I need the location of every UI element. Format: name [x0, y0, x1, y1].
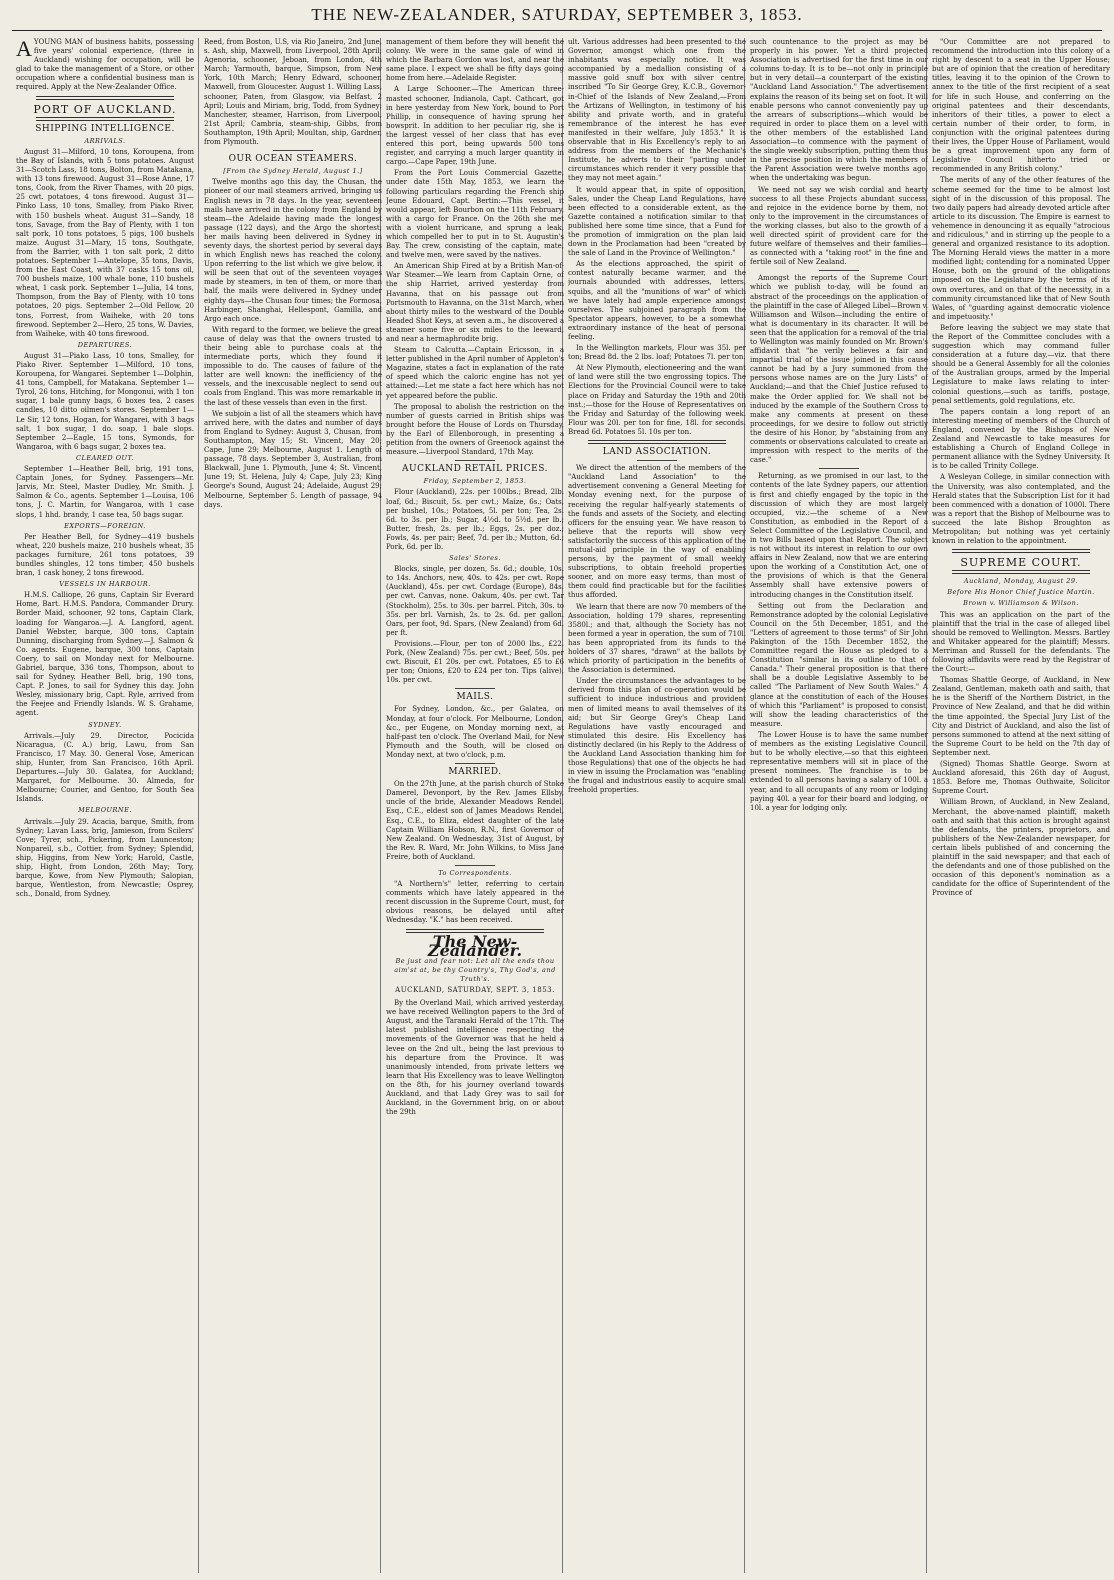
arrivals-heading: ARRIVALS. [84, 136, 126, 145]
prices-heading: AUCKLAND RETAIL PRICES. [402, 464, 548, 475]
news-item-1: management of them before they will benefit the colony. We were in the same gale of wind in which the Barbara Gordon was lost, and near the same place. I expect we shall be fifty days going home from here.—Adelaide Register. [386, 38, 564, 83]
editorial-declaration: Setting out from the Declaration and Remonstrance adopted by the colonial Legislative Council on the 5th December, 1851, and the "Letters of agreement to those terms" of Sir John Pakington of the 15th December 1852, the Committee regard the House as pledged to a Constitution "similar in its outline to that of Canada." Their general proposition is that there shall be a double Legislative Assembly to be called "The Parliament of New South Wales." A glance at the constitution of each of the Houses of which this "Parliament" is proposed to consist, will show the leading characteristics of the measure. [750, 601, 928, 728]
vessels-text: H.M.S. Calliope, 26 guns, Captain Sir Everard Home, Bart. H.M.S. Pandora, Commander Drury. Border Maid, schooner, 92 tons, Captain Clark, loading for Wangaroa.—J. A. Langford, agent. Daniel Webster, barque, 300 tons, Captain Dunning, discharging from Sydney.—J. Salmon & Co. agents. Eugene, barque, 300 tons, Captain Coery, to sail on Monday next for Melbourne. Gabriel, barque, 336 tons, Thompson, about to sail for Sydney. Heather Bell, brig, 190 tons, Capt. P. Jones, to sail for Sydney this day. John Wesley, missionary brig, Capt. Ryle, arrived from the Feejee and Friendly Islands. W. S. Grahame, agent. [16, 591, 194, 718]
correspondents-text: "A Northern's" letter, referring to certain comments which have lately appeared in the recent discussion in the Supreme Court, must, for obvious reasons, be delayed until after Wednesday. "K." has been received. [386, 880, 564, 925]
steamers-list: We subjoin a list of all the steamers which have arrived here, with the dates and number of days from England to Sydney: August 3, Chusan, from Southampton, May 15; St. Vincent, May 20; Cape, June 29; Melbourne, August 1. Length of passage, 78 days. September 3, Australian, from Blackwall, June 1. Plymouth, June 4; St. Vincent, June 19; St. Helena, July 4; Cape, July 23; King George's Sound, August 24; Adelaide, August 29; Melbourne, September 5. Length of passage, 94 days. [204, 409, 382, 509]
editorial-supreme-court: Amongst the reports of the Supreme Court which we publish to-day, will be found an abstract of the proceedings on the application of the plaintiff in the case of Alleged Libel—Brown v. Williamson and Wilson—including the entire of what is documentary in its character. It will be seen that the application for a removal of the trial to Wellington was mainly founded on Mr. Brown's affidavit that "he verily believes a fair and impartial trial of the issue joined in this cause cannot be had by a Jury summoned from the persons whose names are on the Jury Lists" of Auckland;—and that the Chief Justice refused to make the Order applied for. We shall not be induced by the example of the Southern Cross to make any comments at present on these proceedings, for we desire to follow out strictly the desire of his Honor, by "abstaining from any comments or observations calculated to create an impression with respect to the merits of the case." [750, 274, 928, 465]
land-association-paragraph-1: We direct the attention of the members of the "Auckland Land Association" to the advertisement convening a General Meeting for Monday evening next, for the purpose of receiving the regular half-yearly statements of the funds and assets of the Society, and electing officers for the ensuing year. We have reason to believe that the reports will show very satisfactorily the success of this application of the mutual-aid principle in the way of enabling persons, by the payment of small weekly subscriptions, to obtain freehold properties sooner, and on more easy terms, than most of them could find practicable but for the facilities thus afforded. [568, 464, 746, 600]
court-application: This was an application on the part of the plaintiff that the trial in the case of alleged libel should be removed to Wellington. Messrs. Bartley and Whitaker appeared for the plaintiff; Messrs. Merriman and Russell for the defendants. The following affidavits were read by the Registrar of the Court:— [932, 610, 1110, 674]
land-association-paragraph-2: We learn that there are now 70 members of the Association, holding 179 shares, representing 3580l.; and that, although the Society has not been formed a year in operation, the sum of 710l. has been appropriated from its funds to the holders of 37 shares, "drawn" at the ballots by which priority of participation in the benefits of the Association is determined. [568, 602, 746, 675]
married-text: On the 27th June, at the parish church of Stoke Damerel, Devonport, by the Rev. James Ellsby, uncle of the bride, Alexander Meadows Rendel, Esq., C.E., eldest son of James Meadows Rendel, Esq., C.E., to Eliza, eldest daughter of the late Captain William Hobson, R.N., first Governor of New Zealand. On Wednesday, 31st of August, by the Rev. R. Ward, Mr. John Wilkins, to Miss Jane Freire, both of Auckland. [386, 780, 564, 861]
exports-heading: EXPORTS—FOREIGN. [64, 521, 146, 530]
short-rule [273, 150, 313, 151]
mails-text: For Sydney, London, &c., per Galatea, on Monday, at four o'clock. For Melbourne, London, &c., per Eugene, on Monday morning next, at half-past ten o'clock. The Overland Mail, for New Plymouth and the South, will be closed on Monday next, at two o'clock, p.m. [386, 705, 564, 759]
departures-heading: DEPARTURES. [77, 340, 133, 349]
editorial-projects: We need not say we wish cordial and hearty success to all these Projects abundant success, and rejoice in the evidence borne by them, not only to the improvement in the circumstances of the working classes, but also to the growth of a well directed spirit of provident care for the future welfare of themselves and their families—as connected with a "taking root" in the fine and fertile soil of New Zealand. [750, 185, 928, 267]
editorial-wellington-markets: In the Wellington markets, Flour was 35l. per ton; Bread 8d. the 2 lbs. loaf; Potatoes 7l. per ton. [568, 344, 746, 362]
steamers-paragraph-1: Twelve months ago this day, the Chusan, the pioneer of our mail steamers arrived, bringing us English news in 78 days. In the year, seventeen mails have arrived in the colony from England by steam—the Adelaide having made the longest passage (122 days), and the Argo the shortest; her mails having been delivered in Sydney in seventy days, the shortest period by several days in which English news has reached the colony. Upon referring to the list which we give below, it will be seen that out of the seventeen voyages made by steamers, in ten of them, or more than half, the mails were delivered in Sydney under eighty days—the Chusan four times; the Formosa, Harbinger, Shanghai, Hellespont, Gamilla, and Argo each once. [204, 178, 382, 323]
page-running-head: THE NEW-ZEALANDER, SATURDAY, SEPTEMBER 3, 1853. [311, 5, 803, 24]
double-rule [36, 96, 174, 100]
editorial-wesleyan-college: A Wesleyan College, in similar connection with the University, was also contemplated, and the Herald states that the Subscription List for it had been commenced with a donation of 1000l. There was a report that the Bishop of Melbourne was to succeed the late Bishop Broughton as Metropolitan; but nothing was yet certainly known in relation to the appointment. [932, 473, 1110, 546]
editorial-general-assembly: Before leaving the subject we may state that the Report of the Committee concludes with a suggestion which may command fuller consideration at a future day,—viz. that there should be a General Assembly for all the colonies of the Australian groups, armed by the Imperial Legislature to make laws relating to inter-colonial questions,—such as tariffs, postage, penal settlements, gold regulations, etc. [932, 323, 1110, 405]
double-rule [952, 570, 1090, 574]
editorial-lead: By the Overland Mail, which arrived yesterday, we have received Wellington papers to the 3rd of August, and the Taranaki Herald of the 17th. The latest published intelligence respecting the movements of the Governor was that he held a levee on the 2nd ult., being the last previous to his departure from the Province. It was unanimously intended, from private letters we learn that His Excellency was to leave Wellington on the 8th, for his journey overland towards Auckland, and that Lady Grey was to sail for Auckland, in the Government brig, on or about the 29th [386, 999, 564, 1117]
news-item-american-ship: An American Ship Fired at by a British Man-of-War Steamer.—We learn from Captain Orne, of the ship Harriet, arrived yesterday from Havanna, that on his passage out from Portsmouth to Havanna, on the 31st March, when about thirty miles to the westward of the Double Headed Shot Keys, at seven a.m., he discovered a steamer some five or six miles to the leeward, and near a hermaphrodite brig. [386, 262, 564, 343]
vessels-heading: VESSELS IN HARBOUR. [59, 580, 151, 589]
editorial-constitution: Returning, as we promised in our last, to the contents of the late Sydney papers, our attention is first and chiefly engaged by the topic in the discussion of which they are most largely occupied, viz.:—the scheme of a New Constitution, as embodied in the Report of a Select Committee of the Legislative Council, and in two Bills based upon that Report. The subject is not without its interest in relation to our own affairs in New Zealand, now that we are entering upon the working of a Constitution Act, one of the provisions of which is that the General Assembly shall have extensive powers of introducing changes in the Constitution itself. [750, 472, 928, 599]
editorial-new-plymouth: At New Plymouth, electioneering and the want of land were still the two engrossing topics. The Elections for the Provincial Council were to take place on Friday and Saturday the 19th and 20th inst.;—those for the House of Representatives on the Friday and Saturday of the following week. Flour was 20l. per ton for fine, 18l. for seconds. Bread 6d. Potatoes 5l. 10s per ton. [568, 364, 746, 436]
column-4 [568, 38, 746, 1573]
double-rule [36, 117, 174, 121]
column-6 [932, 38, 1110, 1573]
affidavit-george: Thomas Shattle George, of Auckland, in New Zealand, Gentleman, maketh oath and saith, that he is the Sheriff of the Northern District, in the Province of New Zealand, and that he did within the time appointed, the Special Jury List of the City and District of Auckland, and also the list of persons summoned to attend at the next sitting of the Supreme Court to be held on the 7th day of September next. [932, 676, 1110, 757]
editorial-continued: ult. Various addresses had been presented to the Governor, amongst which one from the inhabitants was especially notice. It was accompanied by a medallion consisting of a massive gold snuff box with silver centre, inscribed "To Sir George Grey, K.C.B., Governor-in-Chief of the Islands of New Zealand,—From the Artizans of Wellington, in testimony of his ability and private worth, and in grateful remembrance of the interest he has ever manifested in their welfare, July 1853." It is observable that in His Excellency's reply to an address from the members of the Mechanic's Institute, he adverts to their "parting under circumstances which render it very possible that they may not meet again." [568, 38, 746, 183]
short-rule [819, 468, 859, 469]
column-rule [198, 38, 199, 1573]
advertisement-young-man: AYOUNG MAN of business habits, possessing five years' colonial experience, (three in Auckland) wishing for occupation, will be glad to take the management of a Store, or other occupation where a confidential business man is required. Apply at the New-Zealander Office. [16, 38, 194, 92]
editorial-sales: It would appear that, in spite of opposition, Sales, under the Cheap Land Regulations, have been effected to a considerable extent, as the Gazette contained a notification similar to that published here some time since, that a Fund for the promotion of immigration on the plan laid down in the Proclamation had been "created by the sale of Land in the Province of Wellington." [568, 185, 746, 258]
double-rule [588, 440, 726, 444]
news-item-schooner: A Large Schooner.—The American three-masted schooner, Indianola, Capt. Cathcart, got in here yesterday from New York, bound to Port Phillip, in consequence of having sprung her bowsprit. In addition to her peculiar rig, she is the largest vessel of her class that has ever entered this port, being upwards 500 tons register, and carrying a much larger quantity in cargo.—Cape Paper, 19th June. [386, 85, 564, 167]
provisions-text: Provisions.—Flour, per ton of 2000 lbs., £22. Pork, (New Zealand) 75s. per cwt.; Beef, 50s. per cwt. Biscuit, £1 20s. per cwt. Potatoes, £5 to £6 per ton; Onions, £20 to £24 per ton. Tips (alive), 10s. per cwt. [386, 639, 564, 685]
column-5 [750, 38, 928, 1573]
newspaper-motto: Be just and fear not: Let all the ends thou aim'st at, be thy Country's, Thy God's, and Truth's. [394, 956, 556, 983]
affidavit-brown: William Brown, of Auckland, in New Zealand, Merchant, the above-named plaintiff, maketh oath and saith that this action is brought against the defendants, the printers, proprietors, and publishers of the New-Zealander newspaper, for certain libels published of and concerning the plaintiff in the said newspaper; and that each of the defendants and one of those published on the occasion of this deponent's nomination as a candidate for the office of Superintendent of the Province of [932, 798, 1110, 898]
court-case: Brown v. Williamson & Wilson. [963, 599, 1079, 608]
short-rule [455, 763, 495, 764]
news-item-french-ship: From the Port Louis Commercial Gazette, under date 15th May, 1853, we learn the following particulars regarding the French ship Jeune Edouard, Capt. Bertin:—This vessel, it would appear, left Bourbon on the 11th February, with a cargo for France. On the 26th she met with a violent hurricane, and sprung a leak, which compelled her to put in to St. Augustin's Bay. The crew, consisting of the captain, mate, and twelve men, were saved by the natives. [386, 169, 564, 260]
melbourne-heading: MELBOURNE. [78, 806, 132, 815]
married-heading: MARRIED. [448, 767, 502, 778]
sales-text: Blocks, single, per dozen, 5s. 6d.; double, 10s. to 14s. Anchors, new, 40s. to 42s. per cwt. Rope (Auckland), 45s. per cwt. Cordage (Europe), 84s. per cwt. Canvas, none. Oakum, 40s. per cwt. Tar (Stockholm), 25s. to 30s. per barrel. Pitch, 30s. to 35s. per brl. Varnish, 2s. to 2s. 6d. per gallon. Oars, per foot, 9d. Spars, (New Zealand) from 6d. per ft. [386, 565, 564, 637]
steamers-heading: OUR OCEAN STEAMERS. [228, 154, 358, 165]
steamers-paragraph-2: With regard to the former, we believe the great cause of delay was that the owners trusted to their being able to purchase coals at the intermediate ports, which they found it impossible to do. The causes of failure of the latter are well known: the inefficiency of the vessels, and the inexcusable neglect to send out coals from England. This was more remarkable in the last of these vessels than even in the first. [204, 325, 382, 407]
editorial-land-continued: such countenance to the project as may be properly in his power. Yet a third projected Association is advertised for the first time in our columns to-day. It is to be—not only in principle but in very detail—a counterpart of the existing "Auckland Land Association." The advertisement explains the reason of its being set on foot. It will enable persons who cannot conveniently pay up the arrears of subscriptions—which would be required in order to place them on a level with the other members of the established Land Association—to commence with the payment of the single weekly subscription, putting them thus in the precise position in which the members of the Parent Association were twelve months ago, when the undertaking was begun. [750, 38, 928, 183]
shipping-heading: SHIPPING INTELLIGENCE. [35, 123, 175, 134]
mails-heading: MAILS. [456, 692, 494, 703]
column-3 [386, 38, 564, 1573]
short-rule [455, 865, 495, 866]
court-judge: Before His Honor Chief Justice Martin. [947, 588, 1095, 597]
supreme-court-heading: SUPREME COURT. [960, 556, 1082, 570]
editorial-church-college: The papers contain a long report of an interesting meeting of members of the Church of England, convened by the Bishops of New Zealand and Newcastle to take measures for establishing a Church of England College in permanent alliance with the Sydney University. It is to be called Trinity College. [932, 407, 1110, 471]
column-2 [204, 38, 382, 1573]
cleared-text: September 1—Heather Bell, brig, 191 tons, Captain Jones, for Sydney. Passengers—Mr. Jarvis, Mr. Steel, Master Dudley, Mr. Smith. J. Salmon & Co., agents. September 1—Louisa, 106 tons, J. C. Martin, for Wangaroa, with 1 case slops, 1 hhd. brandy, 1 case tea, 50 bags sugar. [16, 465, 194, 519]
short-rule [819, 270, 859, 271]
departures-text: August 31—Piako Lass, 10 tons, Smalley, for Piako River. September 1—Milford, 10 tons, Koroupena, for Wangarei. September 1—Dolphin, 41 tons, Campbell, for Matakana. September 1—Tyrol, 26 tons, Hitching, for Mongonui, with 1 ton sugar, 1 bale gunny bags, 6 boxes tea, 2 cases candles, 10 ditto oilmen's stores. September 1—Le Sir, 12 tons, Hogan, for Wangarei, with 3 bags salt, 1 box sugar, 1 do. soap, 1 bale slops. September 2—Eagle, 15 tons, Symonds, for Wangaroa, with 6 bags sugar, 2 boxes tea. [16, 351, 194, 451]
correspondents-heading: To Correspondents. [438, 868, 512, 877]
land-association-heading: LAND ASSOCIATION. [602, 447, 712, 458]
arrivals-text: August 31—Milford, 10 tons, Koroupena, from the Bay of Islands, with 5 tons potatoes. August 31—Scotch Lass, 18 tons, Bolton, from Matakana, with 13 tons firewood. August 31—Rose Anne, 17 tons, Cook, from the River Thames, with 20 pigs, 25 cwt. potatoes, 4 tons firewood. August 31—Pinko Lass, 10 tons, Smalley, from Piako River, with 150 bushels wheat. August 31—Sandy, 18 tons, Savage, from the Bay of Plenty, with 1 ton salt pork, 10 tons potatoes, 5 pigs, 100 bushels maize. August 31—Mary, 15 tons, Southgate, from the Barrier, with 1 ton salt pork, 2 ditto potatoes. September 1—Antelope, 35 tons, Davis, from the East Coast, with 37 casks 15 tons oil, 700 bushels maize, 100 whale bone, 110 bushels wheat, 1 cask pork. September 1—Julia, 14 tons, Thompson, from the Bay of Plenty, with 10 tons potatoes, 20 pigs. September 2—Old Fellow, 20 tons, Forrest, from Waiheke, with 20 tons firewood. September 2—Hero, 25 tons, W. Davies, from Waiheke, with 40 tons firewood. [16, 147, 194, 338]
editorial-dateline: AUCKLAND, SATURDAY, SEPT. 3, 1853. [395, 986, 555, 994]
drop-cap: A [16, 38, 32, 61]
exports-text: Per Heather Bell, for Sydney—419 bushels wheat, 220 bushels maize, 210 bushels wheat, 35 packages furniture, 261 tons potatoes, 39 bundles shingles, 12 tons timber, 450 bushels bran, 1 cask honey, 2 tons firewood. [16, 532, 194, 578]
editorial-lower-house: The Lower House is to have the same number of members as the existing Legislative Council, but to be wholly elective,—so that this eighteen representative members will sit in place of the present nominees. The franchise is to be extended to all persons having a salary of 100l. a year, and to all occupants of any room or lodging paying 40l. a year for their board and lodging, or 10l. a year for lodging only. [750, 730, 928, 812]
land-association-paragraph-3: Under the circumstances the advantages to be derived from this plan of co-operation would be sufficient to induce industrious and provident men of limited means to avail themselves of its aid; but Sir George Grey's Cheap Land Regulations have vastly encouraged and stimulated this desire. His Excellency has distinctly declared (in his Reply to the Address of the Auckland Land Association thanking him for those Regulations) that one of the objects he had in view in issuing the Proclamation was "enabling the frugal and industrious easily to acquire small freehold properties. [568, 677, 746, 795]
short-rule [455, 688, 495, 689]
prices-text: Flour (Auckland), 22s. per 100lbs.; Bread, 2lb. loaf, 6d.; Biscuit, 5s. per cwt.; Maize, 6s.; Oats, per bushel, 10s.; Potatoes, 5l. per ton; Tea, 2s. 6d. to 3s. per lb.; Sugar, 4½d. to 5½d. per lb.; Butter, fresh, 2s. per lb.; Eggs, 2s. per doz.; Fowls, 4s. per pair; Beef, 7d. per lb.; Mutton, 6d.; Pork, 6d. per lb. [386, 488, 564, 551]
affidavit-signature: (Signed) Thomas Shattle George. Sworn at Auckland aforesaid, this 26th day of August, 1853. Before me, Thomas Outhwaite, Solicitor Supreme Court. [932, 760, 1110, 796]
editorial-elections: As the elections approached, the spirit of contest naturally became warmer, and the journals abounded with addresses, letters, squibs, and all the "munitions of war" of which we have lately had ample experience amongst ourselves. The subjoined paragraph from the Spectator appears, however, to be a somewhat extraordinary instance of the heat of personal feeling. [568, 260, 746, 341]
port-heading: PORT OF AUCKLAND. [33, 102, 177, 116]
short-rule [637, 460, 677, 461]
sales-heading: Sales' Stores. [449, 554, 501, 563]
newspaper-nameplate: The New-Zealander. [427, 931, 523, 960]
editorial-merits: The merits of any of the other features of the scheme seemed for the time to be almost lost sight of in the discussion of this proposal. The two daily papers had already devoted article after article to its discussion. The Empire is earnest to vehemence in denouncing it as equally "atrocious and ridiculous," and in stirring up the people to a general and organized resistance to its adoption. The Morning Herald views the matter in a more modified light; contending for a nominated Upper House, both on the ground of the obligations imposed on the Legislature by the terms of its own overtures, and on that of the necessity, in a community circumstanced like that of New South Wales, of "guarding against democratic violence and impetuosity." [932, 176, 1110, 321]
short-rule [455, 460, 495, 461]
court-date: Auckland, Monday, August 29. [963, 577, 1079, 586]
column-1 [16, 38, 194, 1573]
shipping-continued: Reed, from Boston, U.S, via Rio Janeiro, 2nd June, s. Ash, ship, Maxwell, from Liverpool, 28th April; Agenoria, schooner, Jeboan, from London, 4th March; Yarmouth, barque, Simpson, from New York, 10th March; Henry Edward, schooner, Maxwell, from Gloucester. August 1. Willing Lass, schooner, Paten, from Glasgow, via Belfast, 2 April; Louis and Miriam, brig, Todd, from Sydney; Manchester, steamer, Harrison, from Liverpool, 21st April; Cambria, steam-ship, Gibbs, from Southampton, 19th April; Moultan, ship, Gardner, from Plymouth. [204, 38, 382, 147]
committee-quote: "Our Committee are not prepared to recommend the introduction into this colony of a right by descent to a seat in the Upper House; but are of opinion that the creation of hereditary titles, leaving it to the opinion of the Crown to annex to the title of the first recipient of a seat for life in such House, and conferring on the original patentees and their descendants, inheritors of their titles, a power to elect a certain number of their order, to form, in conjunction with the original patentees during their lives, the Upper House of Parliament, would be a great improvement upon any form of Legislative Council hitherto tried or recommended in any British colony." [932, 38, 1110, 174]
head-rule [12, 30, 1102, 31]
news-item-steam: Steam to Calcutta.—Captain Ericsson, in a letter published in the April number of Appleton's Magazine, states a fact in explanation of the rate of speed which the caloric engine has not yet attained:—Let me state a fact here which has not yet appeared before the public. [386, 346, 564, 400]
prices-date: Friday, September 2, 1853. [423, 477, 527, 486]
steamers-source: [From the Sydney Herald, August 1.] [223, 167, 363, 176]
double-rule [952, 549, 1090, 553]
sydney-text: Arrivals.—July 29. Director, Pocicida Nicaragua, (C. A.) brig, Lawu, from San Francisco, 17 May. 30. General Vose, American ship, Hunter, from San Francisco, 16th April. Departures.—July 30. Galatea, for Auckland; Margaret, for Melbourne. 30. Almeda, for Melbourne; Courier, and Gentoo, for South Sea Islands. [16, 731, 194, 804]
news-item-guests: The proposal to abolish the restriction on the number of guests carried in British ships was brought before the House of Lords on Thursday, by the Earl of Ellenborough, in presenting a petition from the owners of Greenock against the measure.—Liverpool Standard, 17th May. [386, 402, 564, 457]
cleared-heading: CLEARED OUT. [76, 453, 134, 462]
sydney-heading: SYDNEY. [88, 720, 122, 729]
melbourne-text: Arrivals.—July 29. Acacia, barque, Smith, from Sydney; Lavan Lass, brig, Jamieson, from Scilers' Cove; Tyrer, sch., Pickering, from Launceston; Nonpareil, s.b., Cottier, from Sydney; Splendid, ship, Higgins, from New York; Harold, Castle, ship, Hight, from London, 26th May; Tory, barque, Kowe, from New Plymouth; Salopian, barque, Wentleston, from Newcastle; Osprey, sch., Donald, from Sydney. [16, 817, 194, 899]
